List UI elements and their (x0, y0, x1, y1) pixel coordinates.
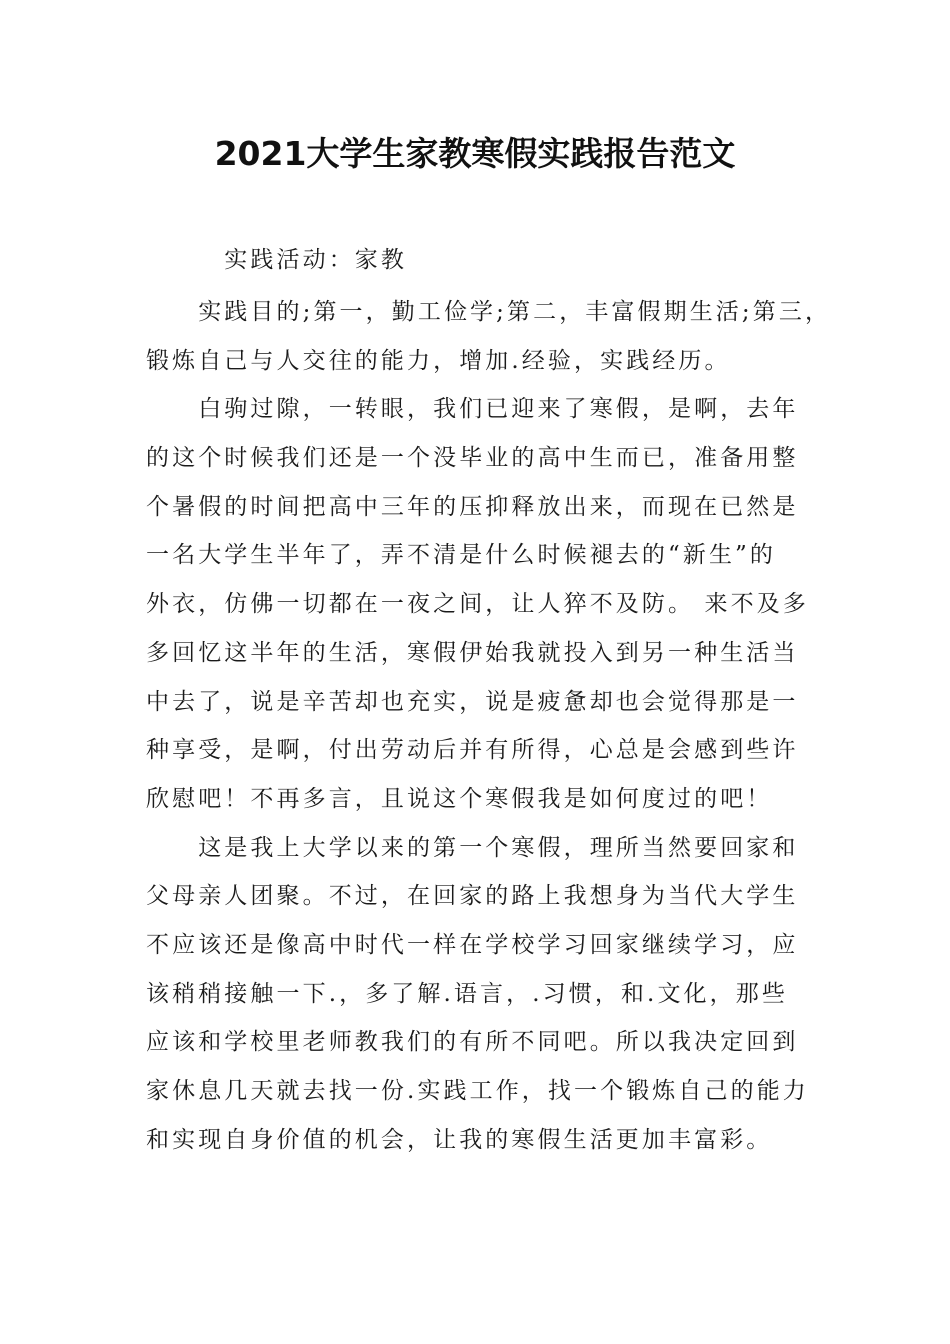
text-line: 的这个时候我们还是一个没毕业的高中生而已，准备用整 (146, 445, 799, 472)
document-title: 2021大学生家教寒假实践报告范文 (214, 134, 736, 173)
text-line: 欣慰吧！不再多言，且说这个寒假我是如何度过的吧！ (146, 785, 773, 812)
text-line: 实践目的;第一，勤工俭学;第二，丰富假期生活;第三， (146, 299, 832, 325)
text-line: 种享受，是啊，付出劳动后并有所得，心总是会感到些许 (146, 737, 799, 764)
text-line: 不应该还是像高中时代一样在学校学习回家继续学习，应 (146, 931, 799, 958)
text-line: 外衣，仿佛一切都在一夜之间，让人猝不及防。 来不及多 (146, 591, 809, 618)
text-line: 白驹过隙，一转眼，我们已迎来了寒假，是啊，去年 (146, 396, 799, 423)
text-line: 个暑假的时间把高中三年的压抑释放出来，而现在已然是 (146, 493, 799, 520)
text-line: 和实现自身价值的机会，让我的寒假生活更加丰富彩。 (146, 1126, 773, 1153)
text-line: 父母亲人团聚。不过，在回家的路上我想身为当代大学生 (146, 883, 799, 910)
text-line: 多回忆这半年的生活，寒假伊始我就投入到另一种生活当 (146, 639, 799, 666)
text-line: 这是我上大学以来的第一个寒假，理所当然要回家和 (146, 834, 799, 861)
text-line: 家休息几天就去找一份.实践工作，找一个锻炼自己的能力 (146, 1078, 809, 1104)
text-line: 该稍稍接触一下.，多了解.语言，.习惯，和.文化，那些 (146, 980, 788, 1007)
document-body (146, 236, 832, 1164)
text-line: 锻炼自己与人交往的能力，增加.经验，实践经历。 (146, 347, 731, 374)
text-line: 中去了，说是辛苦却也充实，说是疲惫却也会觉得那是一 (146, 688, 799, 715)
text-line: 一名大学生半年了，弄不清是什么时候褪去的“新生”的 (146, 542, 777, 569)
text-line: 应该和学校里老师教我们的有所不同吧。所以我决定回到 (146, 1029, 799, 1056)
text-line: 实践活动：家教 (146, 247, 407, 273)
